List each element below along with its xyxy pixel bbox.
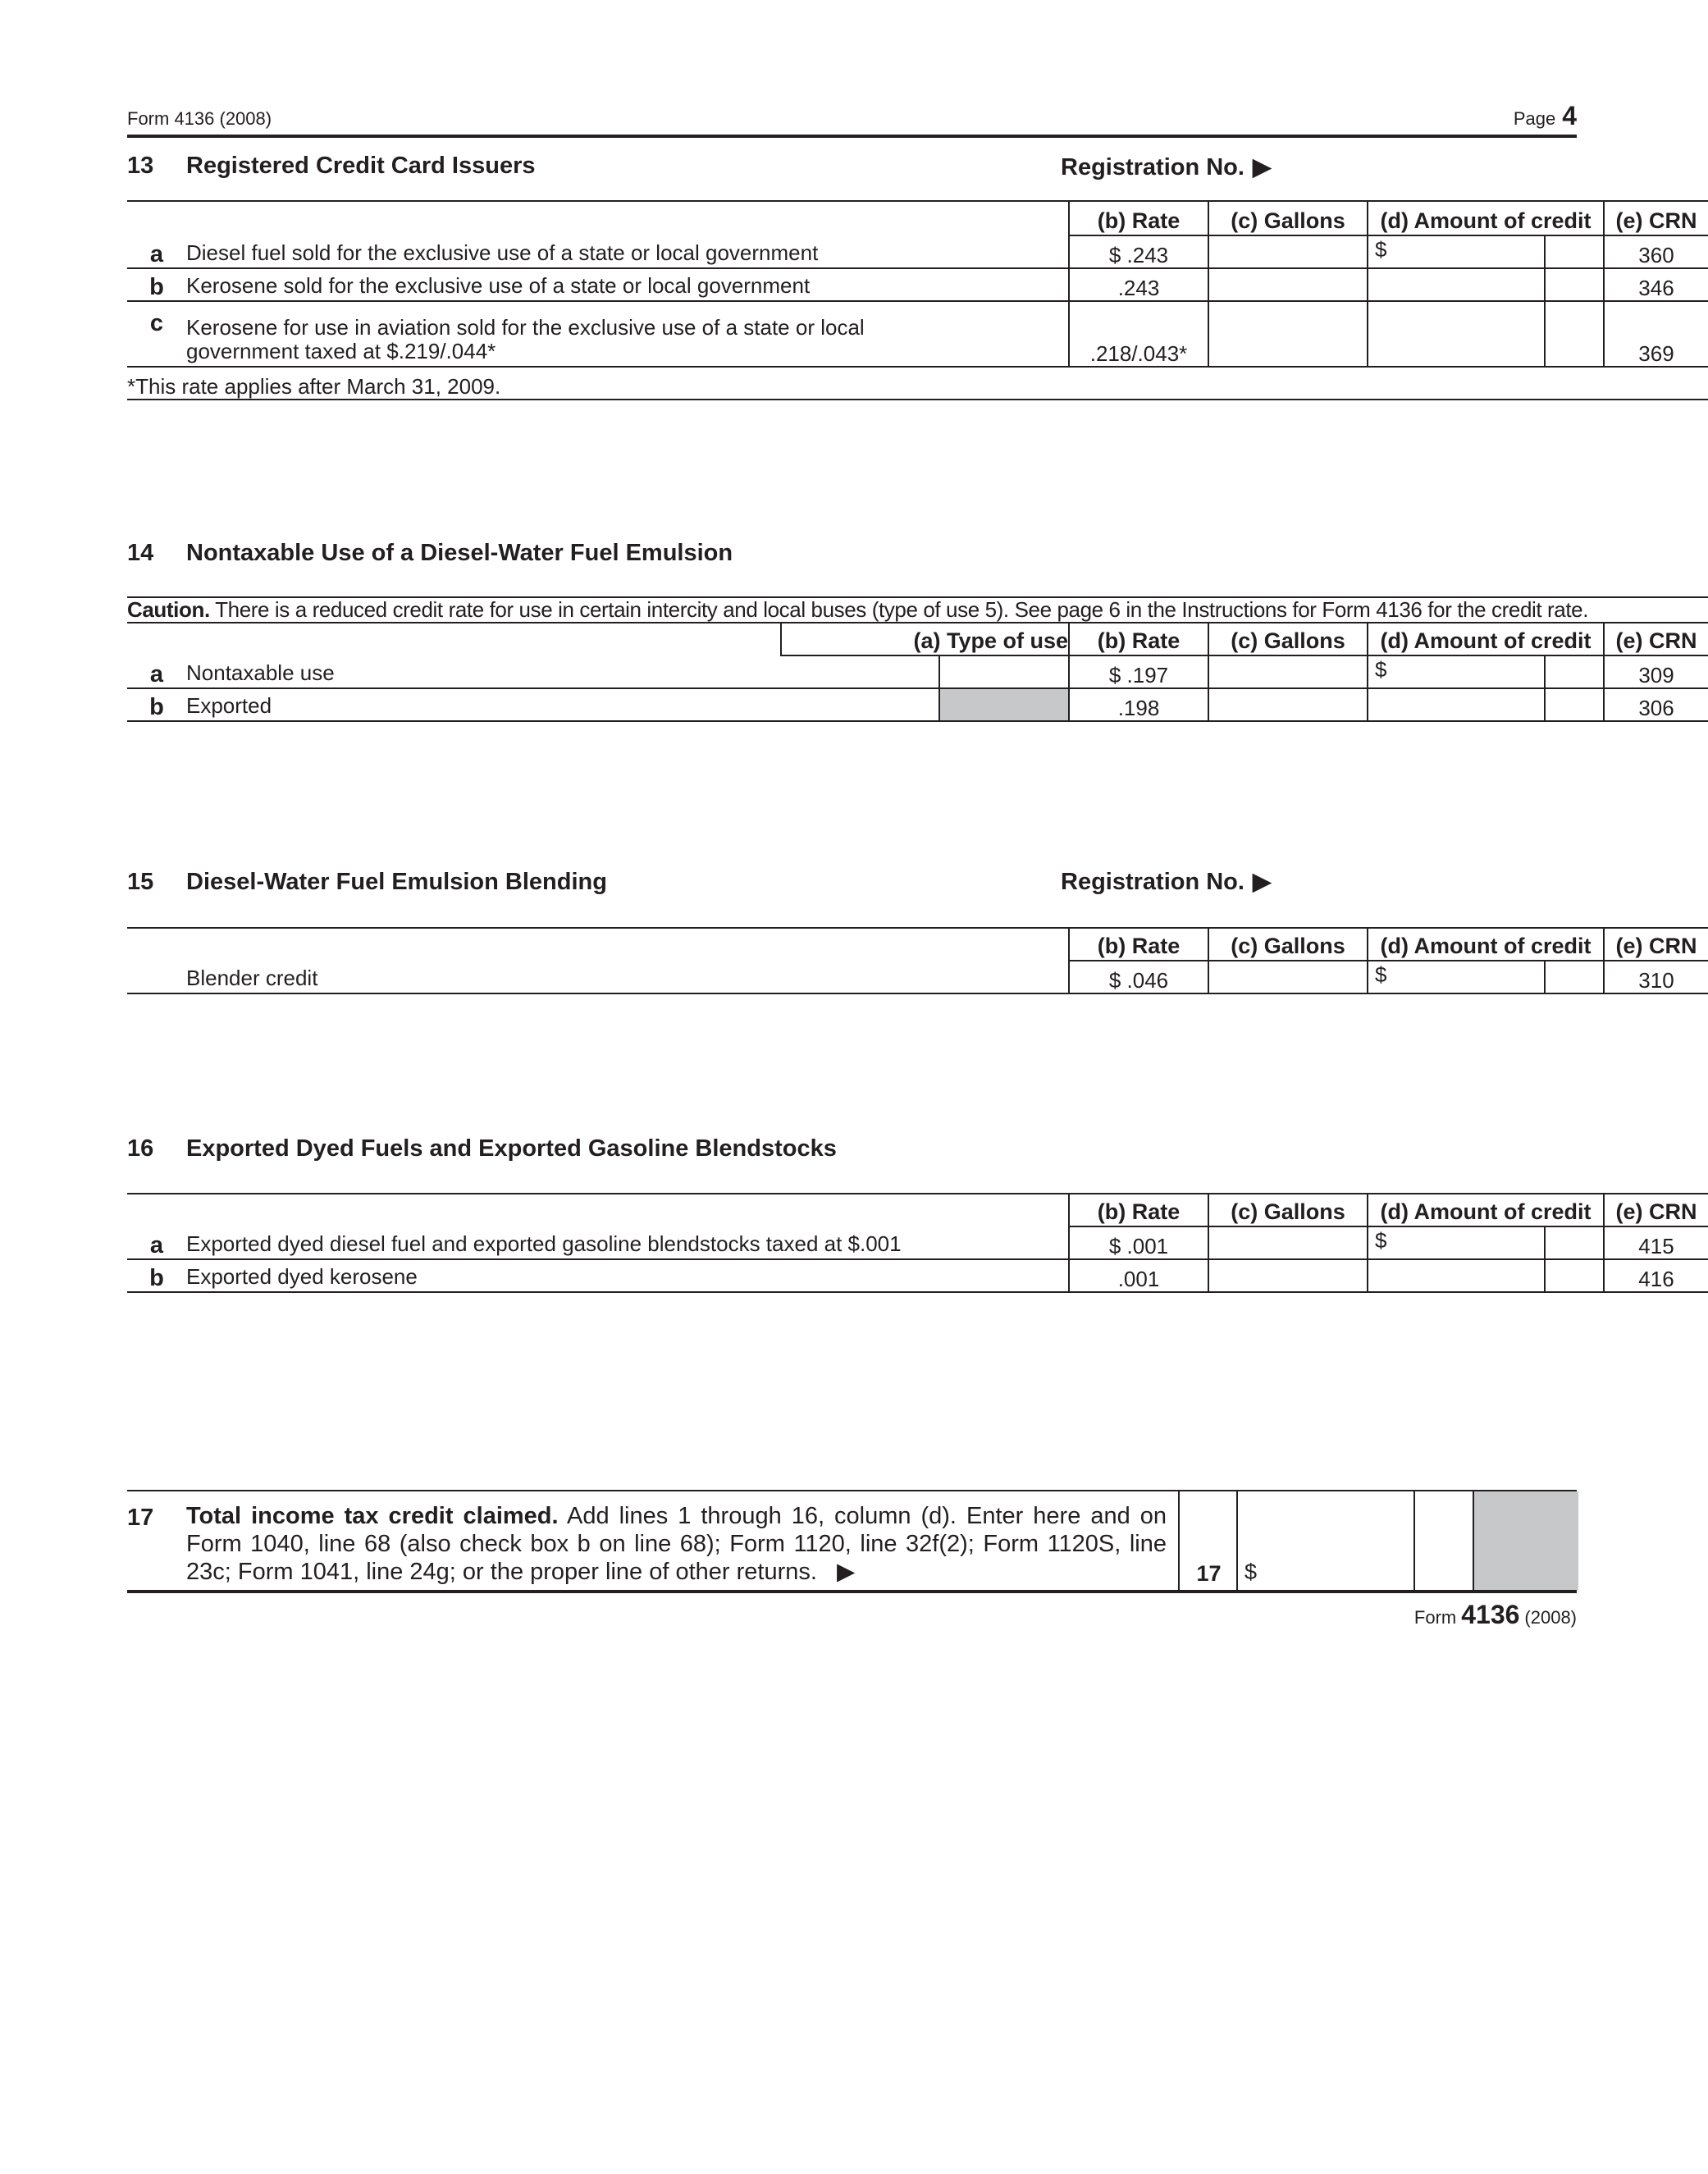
- arrow-right-icon: ▶: [1252, 869, 1272, 895]
- section-15-title: 15 Diesel-Water Fuel Emulsion Blending: [127, 869, 607, 895]
- section-17-total: [127, 1490, 1577, 1593]
- crn-value: 369: [1604, 301, 1708, 367]
- row-description: Exported dyed diesel fuel and exported gasoline blendstocks taxed at $.001: [186, 1226, 1069, 1259]
- line-17-ref: 17: [1178, 1491, 1238, 1590]
- col-header-amount: (d) Amount of credit: [1368, 1194, 1604, 1226]
- gallons-input[interactable]: [1208, 1226, 1368, 1259]
- crn-value: 310: [1604, 961, 1708, 993]
- amount-input[interactable]: [1368, 1259, 1545, 1292]
- gallons-input[interactable]: [1208, 1259, 1368, 1292]
- col-header-crn: (e) CRN: [1604, 201, 1708, 235]
- table-row: a Diesel fuel sold for the exclusive use of a state or local government $ .243 $ 360: [127, 235, 1708, 268]
- section-15-registration-label: Registration No. ▶: [1061, 869, 1272, 895]
- gallons-input[interactable]: [1208, 235, 1368, 268]
- col-header-gallons: (c) Gallons: [1208, 623, 1368, 655]
- page-number: 4: [1562, 101, 1577, 130]
- row-description: Blender credit: [186, 961, 1069, 993]
- section-13-title: 13 Registered Credit Card Issuers: [127, 153, 536, 179]
- col-header-rate: (b) Rate: [1069, 201, 1208, 235]
- footnote: *This rate applies after March 31, 2009.: [127, 367, 1708, 400]
- row-description: Kerosene sold for the exclusive use of a state or local government: [186, 268, 1069, 301]
- type-of-use-input[interactable]: [939, 655, 1069, 688]
- cents-input[interactable]: [1545, 235, 1604, 268]
- type-of-use-shaded: [939, 688, 1069, 721]
- section-15-table: [127, 927, 1708, 994]
- col-header-rate: (b) Rate: [1069, 623, 1208, 655]
- arrow-right-icon: ▶: [836, 1558, 856, 1585]
- amount-input[interactable]: [1368, 301, 1545, 367]
- table-row: a Exported dyed diesel fuel and exported gasoline blendstocks taxed at $.001 $ .001 $ 415: [127, 1226, 1708, 1259]
- gallons-input[interactable]: [1208, 655, 1368, 688]
- table-row: a Nontaxable use $ .197 $ 309: [127, 655, 1708, 688]
- crn-value: 360: [1604, 235, 1708, 268]
- total-amount-input[interactable]: $: [1236, 1491, 1415, 1590]
- amount-input[interactable]: $: [1368, 1226, 1545, 1259]
- cents-input[interactable]: [1545, 961, 1604, 993]
- row-description: Kerosene for use in aviation sold for the exclusive use of a state or local government taxed at $.219/.044*: [186, 301, 1069, 367]
- col-header-gallons: (c) Gallons: [1208, 201, 1368, 235]
- amount-input[interactable]: [1368, 688, 1545, 721]
- rate-value: .198: [1069, 688, 1208, 721]
- rate-value: $ .243: [1069, 235, 1208, 268]
- cents-input[interactable]: [1545, 301, 1604, 367]
- table-row: c Kerosene for use in aviation sold for the exclusive use of a state or local government taxed at $.219/.044* .218/.043* 369: [127, 301, 1708, 367]
- amount-input[interactable]: $: [1368, 235, 1545, 268]
- gallons-input[interactable]: [1208, 688, 1368, 721]
- crn-value: 309: [1604, 655, 1708, 688]
- section-14-table: [127, 596, 1708, 722]
- table-row: b Kerosene sold for the exclusive use of a state or local government .243 346: [127, 268, 1708, 301]
- shaded-cell: [1473, 1491, 1578, 1590]
- section-17-text: Total income tax credit claimed. Add lines 1 through 16, column (d). Enter here and on Form 1040, line 68 (also check box b on line 68); Form 1120, line 32f(2); Form 1120S, line 23c; Form 1041, line 24g; or the proper line of other returns. ▶: [186, 1503, 1167, 1585]
- col-header-crn: (e) CRN: [1604, 928, 1708, 961]
- section-13-table: [127, 200, 1708, 400]
- row-description: Exported: [186, 688, 781, 721]
- caution-note: Caution. There is a reduced credit rate for use in certain intercity and local buses (type of use 5). See page 6 in the Instructions for Form 4136 for the credit rate.: [127, 597, 1708, 623]
- table-row: [127, 961, 1708, 993]
- rate-value: .001: [1069, 1259, 1208, 1292]
- section-16-title: 16 Exported Dyed Fuels and Exported Gasoline Blendstocks: [127, 1135, 837, 1162]
- arrow-right-icon: ▶: [1252, 154, 1272, 180]
- gallons-input[interactable]: [1208, 301, 1368, 367]
- col-header-rate: (b) Rate: [1069, 1194, 1208, 1226]
- rate-value: .243: [1069, 268, 1208, 301]
- cents-input[interactable]: [1545, 1259, 1604, 1292]
- table-row: b Exported dyed kerosene .001 416: [127, 1259, 1708, 1292]
- row-description: Exported dyed kerosene: [186, 1259, 1069, 1292]
- cents-input[interactable]: [1545, 1226, 1604, 1259]
- amount-input[interactable]: [1368, 268, 1545, 301]
- section-16-table: [127, 1193, 1708, 1293]
- gallons-input[interactable]: [1208, 961, 1368, 993]
- col-header-crn: (e) CRN: [1604, 1194, 1708, 1226]
- page-header: [127, 100, 1577, 138]
- amount-input[interactable]: $: [1368, 655, 1545, 688]
- crn-value: 306: [1604, 688, 1708, 721]
- page-indicator: Page 4: [1513, 101, 1577, 130]
- section-17-number: 17: [127, 1505, 154, 1531]
- form-label: Form 4136 (2008): [127, 108, 272, 129]
- col-header-type-of-use: (a) Type of use: [781, 623, 1069, 655]
- col-header-amount: (d) Amount of credit: [1368, 928, 1604, 961]
- table-row: b Exported .198 306: [127, 688, 1708, 721]
- amount-input[interactable]: $: [1368, 961, 1545, 993]
- cents-input[interactable]: [1545, 655, 1604, 688]
- rate-value: .218/.043*: [1069, 301, 1208, 367]
- rate-value: $ .046: [1069, 961, 1208, 993]
- gallons-input[interactable]: [1208, 268, 1368, 301]
- col-header-rate: (b) Rate: [1069, 928, 1208, 961]
- col-header-amount: (d) Amount of credit: [1368, 201, 1604, 235]
- rate-value: $ .001: [1069, 1226, 1208, 1259]
- total-cents-input[interactable]: [1413, 1491, 1474, 1590]
- crn-value: 416: [1604, 1259, 1708, 1292]
- section-14-title: 14 Nontaxable Use of a Diesel-Water Fuel Emulsion: [127, 540, 733, 566]
- col-header-amount: (d) Amount of credit: [1368, 623, 1604, 655]
- form-footer: Form 4136 (2008): [1413, 1600, 1577, 1629]
- col-header-gallons: (c) Gallons: [1208, 928, 1368, 961]
- section-13-registration-label: Registration No. ▶: [1061, 154, 1272, 180]
- cents-input[interactable]: [1545, 688, 1604, 721]
- row-description: Diesel fuel sold for the exclusive use of a state or local government: [186, 235, 1069, 268]
- crn-value: 415: [1604, 1226, 1708, 1259]
- row-description: Nontaxable use: [186, 655, 781, 688]
- form-page: [127, 0, 1697, 2174]
- col-header-gallons: (c) Gallons: [1208, 1194, 1368, 1226]
- cents-input[interactable]: [1545, 268, 1604, 301]
- col-header-crn: (e) CRN: [1604, 623, 1708, 655]
- form-number: 4136: [1461, 1600, 1520, 1629]
- rate-value: $ .197: [1069, 655, 1208, 688]
- crn-value: 346: [1604, 268, 1708, 301]
